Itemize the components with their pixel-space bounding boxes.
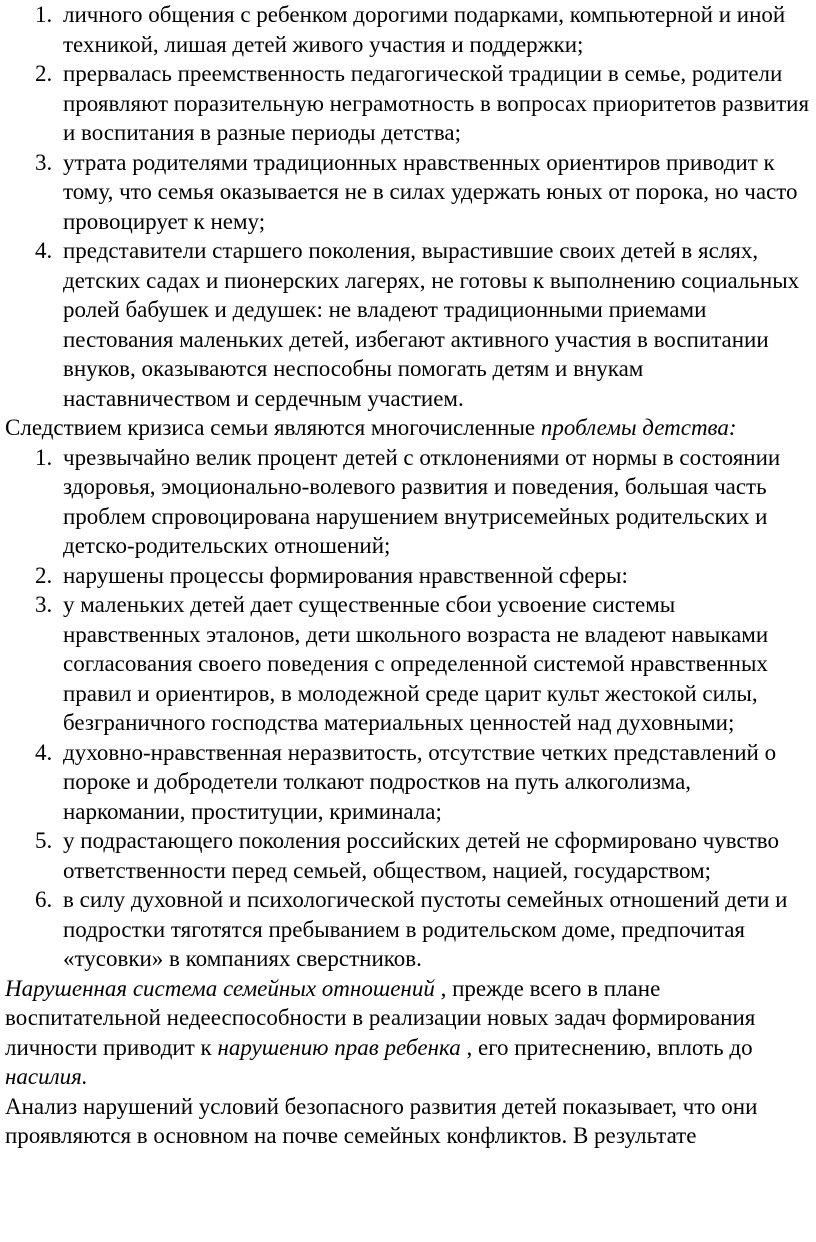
list-item-text: личного общения с ребенком дорогими подарками, компьютерной и иной техникой, лишая детей живого участия и поддержки;: [63, 2, 786, 57]
list-item-text: представители старшего поколения, вырастившие своих детей в яслях, детских садах и пионерских лагерях, не готовы к выполнению социальных ролей бабушек и дедушек: не владеют традиционными приемами пестования маленьких детей, избегают активного участия в воспитании внуков, оказываются неспособны помогать детям и внукам наставничеством и сердечным участием.: [63, 238, 800, 411]
family-crisis-list: [5, 0, 816, 413]
list-number: 3.: [35, 149, 53, 175]
list-item-text: у подрастающего поколения российских детей не сформировано чувство ответственности перед семьей, обществом, нацией, государством;: [63, 828, 779, 883]
list-item: [5, 885, 816, 974]
list-item-text: прервалась преемственность педагогической традиции в семье, родители проявляют поразительную неграмотность в вопросах приоритетов развития и воспитания в разные периоды детства;: [63, 61, 810, 145]
list-item: [5, 443, 816, 561]
childhood-problems-list: [5, 443, 816, 974]
list-item-text: нарушены процессы формирования нравственной сферы:: [63, 562, 628, 588]
list-item: [5, 59, 816, 148]
paragraph-italic: проблемы детства:: [540, 415, 737, 440]
paragraph-text: Анализ нарушений условий безопасного развития детей показывает, что они проявляются в основном на почве семейных конфликтов. В результате: [5, 1093, 758, 1148]
list-item-text: чрезвычайно велик процент детей с отклонениями от нормы в состоянии здоровья, эмоционально-волевого развития и поведения, большая часть проблем спровоцирована нарушением внутрисемейных родительских и детско-родительских отношений;: [63, 444, 781, 558]
list-number: 4.: [35, 739, 53, 765]
list-number: 3.: [35, 592, 53, 617]
list-number: 2.: [35, 562, 53, 588]
list-item-text: духовно-нравственная неразвитость, отсутствие четких представлений о пороке и добродетели толкают подростков на путь алкоголизма, наркомании, проституции, криминала;: [63, 739, 777, 824]
paragraph-text: Следствием кризиса семьи являются многочисленные: [5, 415, 541, 440]
list-number: 5.: [35, 828, 53, 853]
list-number: 1.: [35, 444, 53, 470]
list-item: [5, 561, 816, 591]
list-item-text: в силу духовной и психологической пустоты семейных отношений дети и подростки тяготятся пребыванием в родительском доме, предпочитая «тусовки» в компаниях сверстников.: [63, 887, 788, 971]
list-item: [5, 148, 816, 237]
list-number: 1.: [35, 2, 53, 27]
list-item: [5, 590, 816, 738]
childhood-problems-intro: [5, 413, 816, 443]
family-relations-paragraph: [5, 974, 816, 1092]
list-item-text: у маленьких детей дает существенные сбои усвоение системы нравственных эталонов, дети школьного возраста не владеют навыками согласования своего поведения с определенной системой нравственных правил и ориентиров, в молодежной среде царит культ жестокой силы, безграничного господства материальных ценностей над духовными;: [63, 592, 769, 735]
list-item: [5, 826, 816, 885]
list-item: [5, 0, 816, 59]
paragraph-text: , прежде всего в плане воспитательной недееспособности в реализации новых задач формирования личности приводит к: [5, 975, 756, 1060]
analysis-paragraph: [5, 1092, 816, 1151]
list-number: 6.: [35, 887, 53, 912]
list-item: [5, 236, 816, 413]
paragraph-italic: Нарушенная система семейных отношений: [5, 975, 435, 1001]
paragraph-text: , его притеснению, вплоть до: [460, 1034, 753, 1060]
list-number: 4.: [35, 238, 53, 263]
list-number: 2.: [35, 61, 53, 86]
paragraph-italic: нарушению прав ребенка: [217, 1034, 461, 1060]
list-item-text: утрата родителями традиционных нравственных ориентиров приводит к тому, что семья оказывается не в силах удержать юных от порока, но часто провоцирует к нему;: [63, 149, 798, 234]
paragraph-italic: насилия.: [5, 1064, 88, 1089]
list-item: [5, 738, 816, 827]
